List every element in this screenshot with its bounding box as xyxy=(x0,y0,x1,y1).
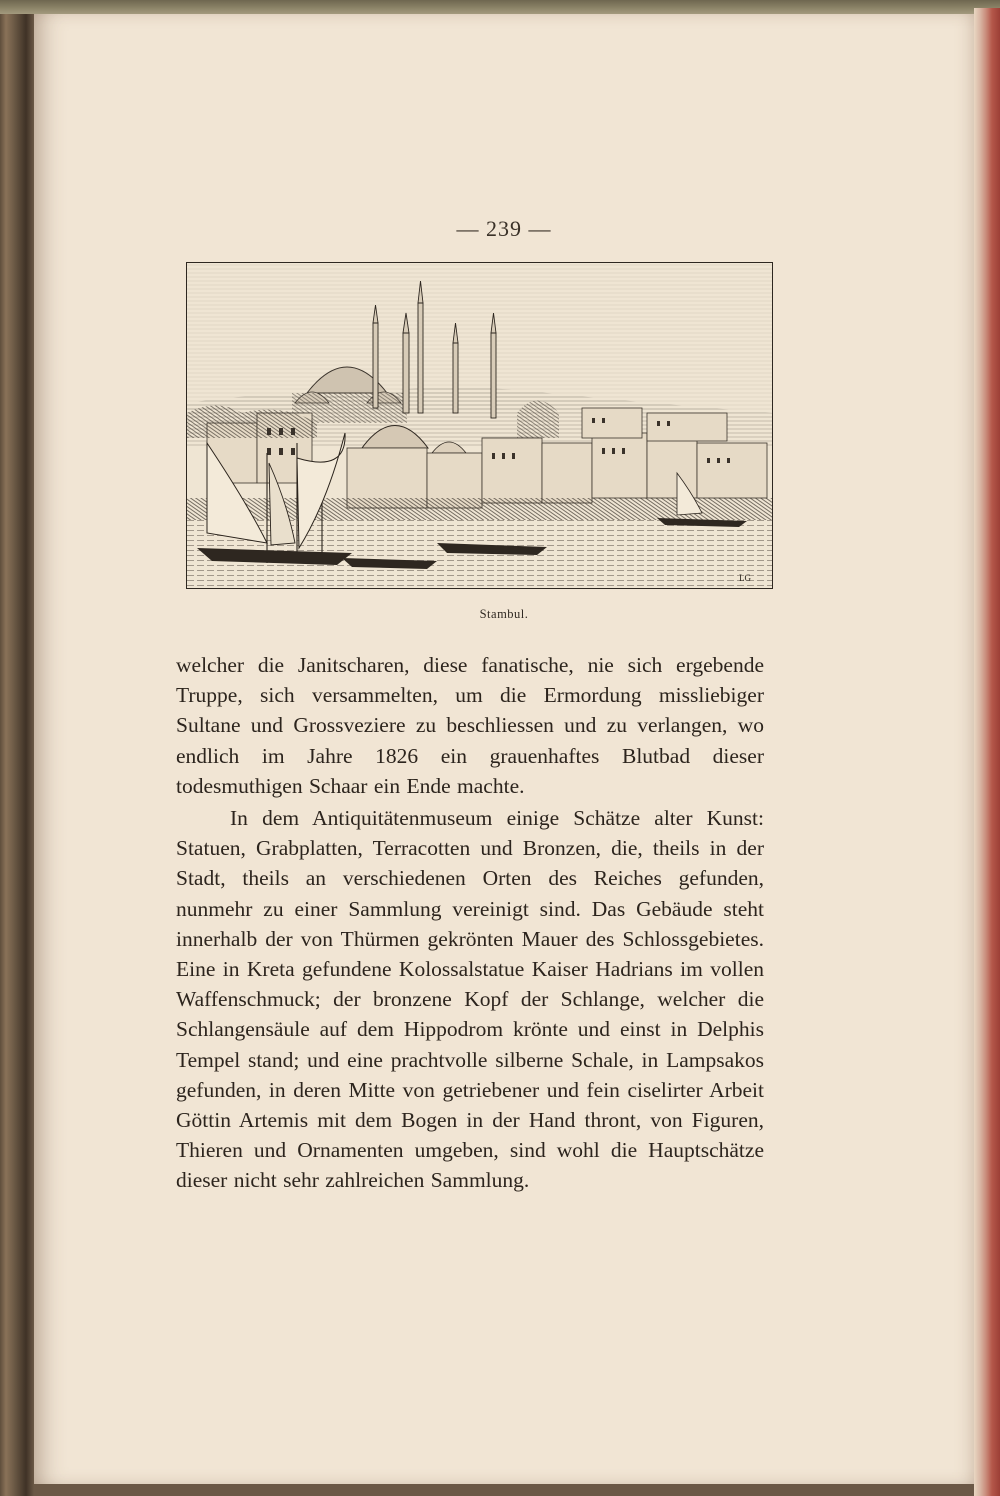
book-page xyxy=(34,14,974,1484)
book-page-edge xyxy=(974,8,1000,1496)
engraver-monogram: LG xyxy=(739,573,751,583)
paragraph-2: In dem Antiquitätenmuseum einige Schätze alter Kunst: Statuen, Grabplatten, Terracotten und Bronzen, die, theils in der Stadt, theils an verschiedenen Orten des Reiches gefunden, nunmehr zu einer Sammlung vereinigt sind. Das Gebäude steht innerhalb der von Thürmen gekrönten Mauer des Schlossgebietes. Eine in Kreta gefundene Kolossalstatue Kaiser Hadrians im vollen Waffenschmuck; der bronzene Kopf der Schlange, welcher die Schlangensäule auf dem Hippodrom krönte und einst in Delphis Tempel stand; und eine prachtvolle silberne Schale, in Lampsakos gefunden, in deren Mitte von getriebener und fein ciselirter Arbeit Göttin Artemis mit dem Bogen in der Hand thront, von Figuren, Thieren und Ornamenten umgeben, sind wohl die Hauptschätze dieser nicht sehr zahlreichen Sammlung. xyxy=(176,806,764,1193)
page-number: — 239 — xyxy=(456,216,552,241)
figure-caption: Stambul. xyxy=(479,607,529,621)
book-top-edge xyxy=(0,0,1000,14)
paragraph-1: welcher die Janitscharen, diese fanatische, nie sich ergebende Truppe, sich versammelten, um die Ermordung missliebiger Sultane und Grossveziere zu beschliessen und zu verlangen, wo endlich im Jahre 1826 ein grauenhaftes Blutbad dieser todesmuthigen Schaar ein Ende machte. xyxy=(176,653,764,798)
engraving-stambul xyxy=(186,262,773,589)
stambul-illustration xyxy=(187,263,772,588)
